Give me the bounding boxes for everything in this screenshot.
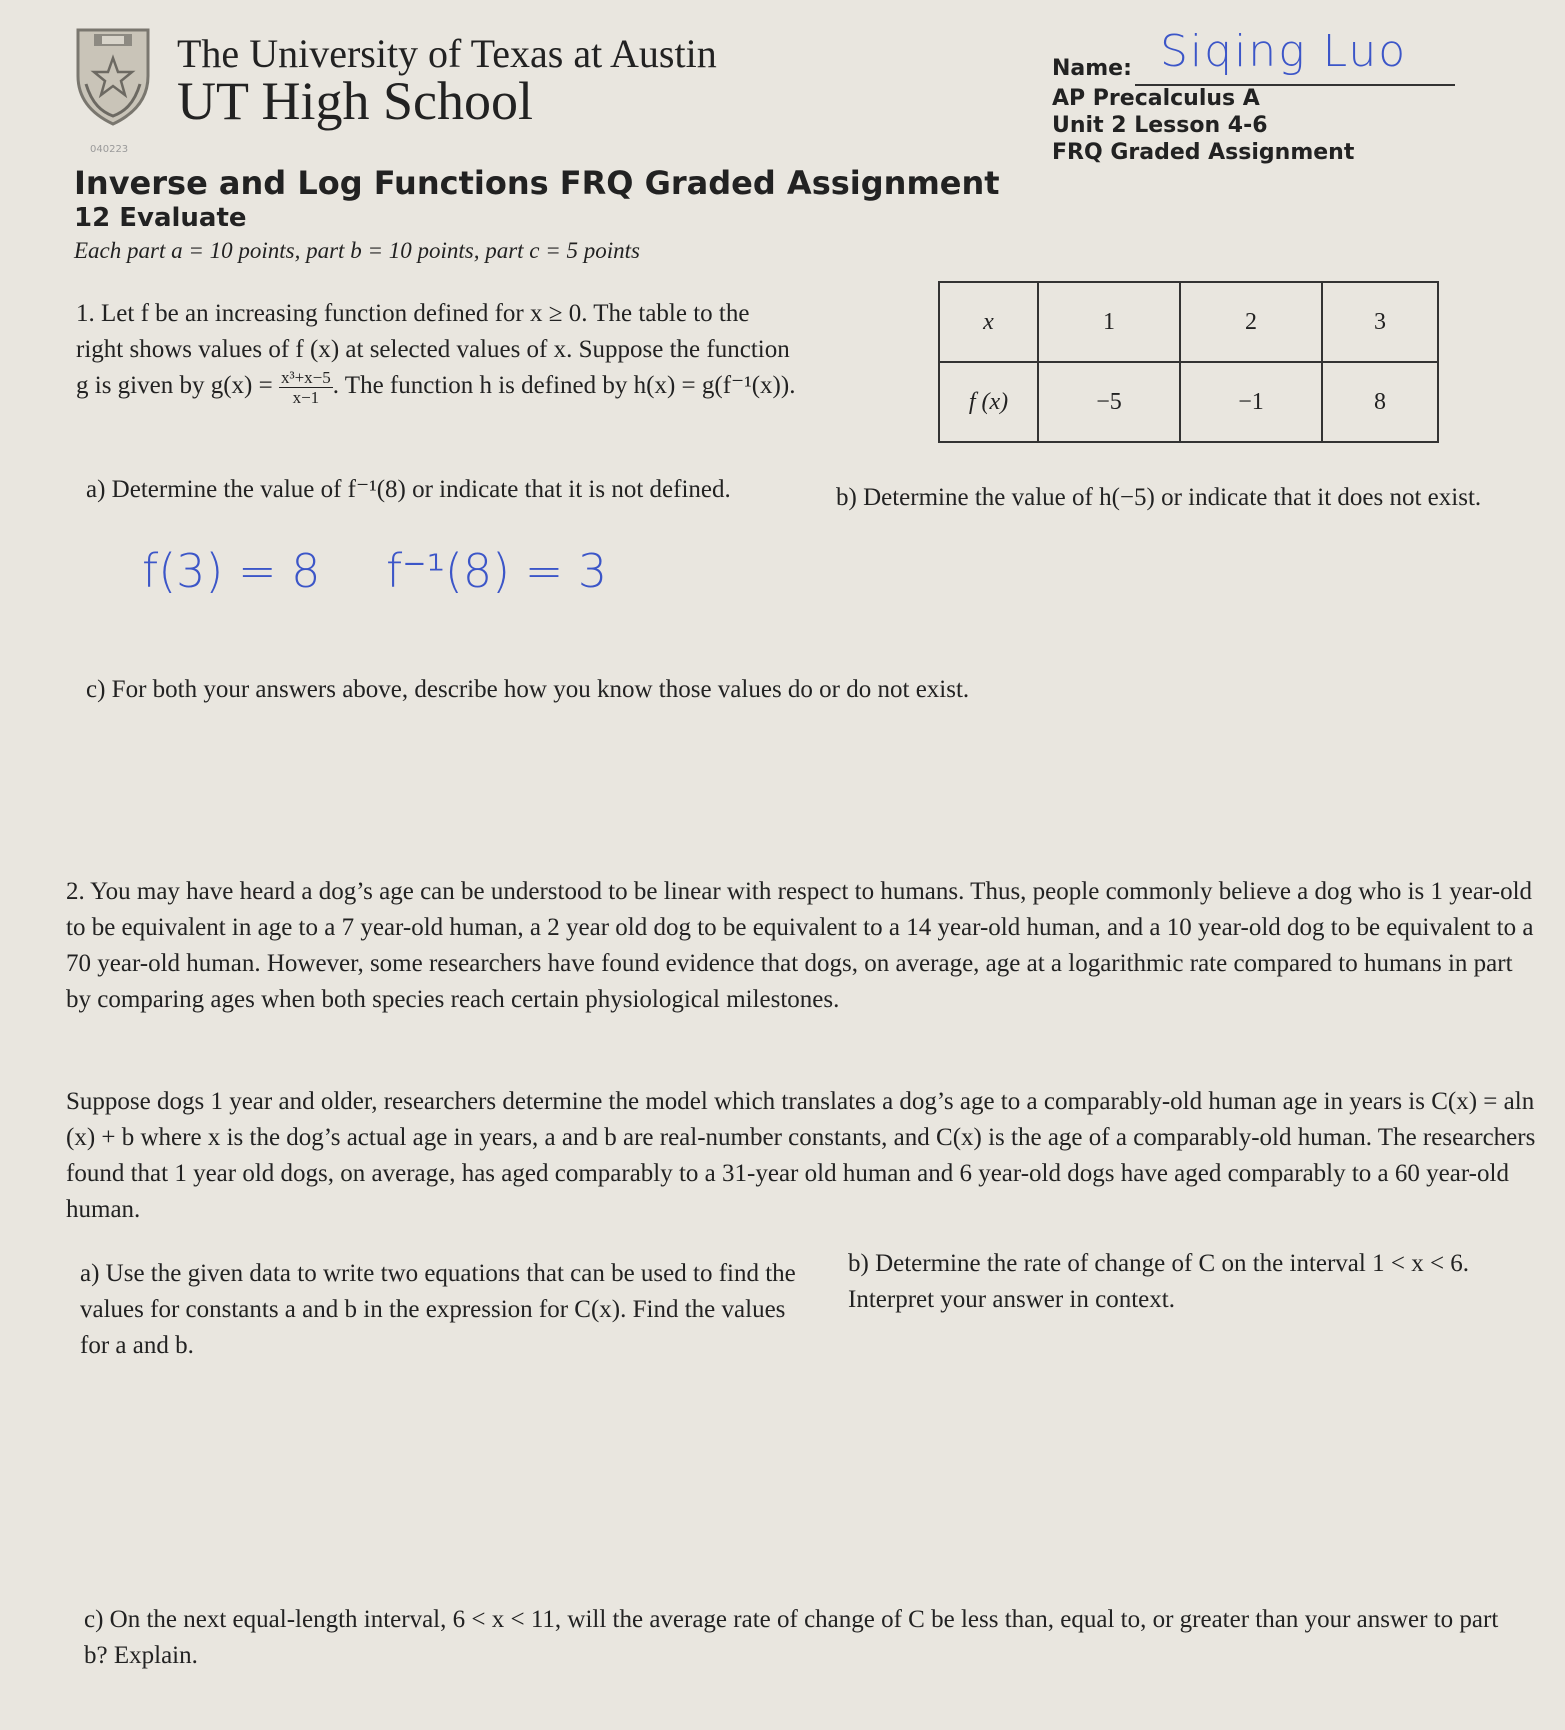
g-formula-lhs: g(x) =	[210, 372, 279, 400]
g-fraction	[279, 368, 333, 407]
table-cell: 3	[1322, 282, 1438, 362]
q2-paragraph-2: Suppose dogs 1 year and older, researchers determine the model which translates a dog’s age to a comparably-old human age in years is C(x) = aln (x) + b where x is the dog’s actual age in years, a and b are real-number constants, and C(x) is the age of a comparably-old human. The researchers found that 1 year old dogs, on average, has aged comparably to a 31-year old human and 6 year-old dogs have aged comparably to a 60 year-old human.	[66, 1088, 1536, 1223]
q2-part-b: b) Determine the rate of change of C on the interval 1 < x < 6. Interpret your answer in context.	[848, 1250, 1470, 1313]
q1a-handwritten-work-2: f⁻¹(8) = 3	[386, 544, 608, 598]
q2-part-a: a) Use the given data to write two equations that can be used to find the values for constants a and b in the expression for C(x). Find the values for a and b.	[80, 1260, 796, 1359]
university-name: The University of Texas at Austin	[177, 31, 717, 76]
q1-stem-part1: 1. Let f be an increasing function defined for x ≥ 0. The table to the right shows values of f (x) at selected values of x. Suppose the function g is given by	[76, 300, 790, 400]
table-header-x: x	[939, 282, 1038, 362]
lesson-name: Unit 2 Lesson 4-6	[1052, 113, 1268, 138]
q1-part-c: c) For both your answers above, describe how you know those values do or do not exist.	[86, 676, 970, 703]
q1-part-b: b) Determine the value of h(−5) or indicate that it does not exist.	[836, 484, 1482, 511]
assignment-type: FRQ Graded Assignment	[1052, 140, 1355, 165]
table-cell: 1	[1038, 282, 1180, 362]
name-label: Name:	[1052, 56, 1132, 81]
q1-part-a: a) Determine the value of f⁻¹(8) or indicate that it is not defined.	[86, 476, 731, 503]
h-definition: h(x) = g(f⁻¹(x)).	[633, 372, 796, 400]
table-header-fx: f (x)	[939, 362, 1038, 442]
values-table	[938, 281, 1439, 443]
page-subtitle: 12 Evaluate	[74, 203, 247, 233]
table-cell: 2	[1180, 282, 1322, 362]
q1-stem	[76, 296, 796, 407]
q2-part-c: c) On the next equal-length interval, 6 < x < 11, will the average rate of change of C be less than, equal to, or greater than your answer to part b? Explain.	[84, 1606, 1499, 1669]
document-code: 040223	[90, 144, 129, 155]
g-denominator: x−1	[292, 388, 320, 407]
table-row	[939, 282, 1438, 362]
q1a-handwritten-work-1: f(3) = 8	[142, 544, 321, 598]
g-numerator: x³+x−5	[280, 368, 331, 387]
school-name: UT High School	[177, 71, 534, 131]
course-name: AP Precalculus A	[1052, 86, 1260, 111]
ut-seal-logo	[72, 26, 154, 126]
q2-paragraph-1: 2. You may have heard a dog’s age can be understood to be linear with respect to humans. Thus, people commonly believe a dog who is 1 year-old to be equivalent in age to a 7 year-old human, a 2 year old dog to be equivalent to a 14 year-old human, and a 10 year-old dog to be equivalent to a 70 year-old human. However, some researchers have found evidence that dogs, on average, age at a logarithmic rate compared to humans in part by comparing ages when both species reach certain physiological milestones.	[66, 878, 1534, 1013]
table-cell: −1	[1180, 362, 1322, 442]
points-note: Each part a = 10 points, part b = 10 points, part c = 5 points	[74, 238, 640, 263]
table-cell: −5	[1038, 362, 1180, 442]
q1-stem-part2: . The function h is defined by	[332, 372, 634, 400]
page-title: Inverse and Log Functions FRQ Graded Assignment	[74, 164, 1000, 202]
table-cell: 8	[1322, 362, 1438, 442]
table-row	[939, 362, 1438, 442]
student-name-handwritten: Siqing Luo	[1160, 26, 1408, 77]
